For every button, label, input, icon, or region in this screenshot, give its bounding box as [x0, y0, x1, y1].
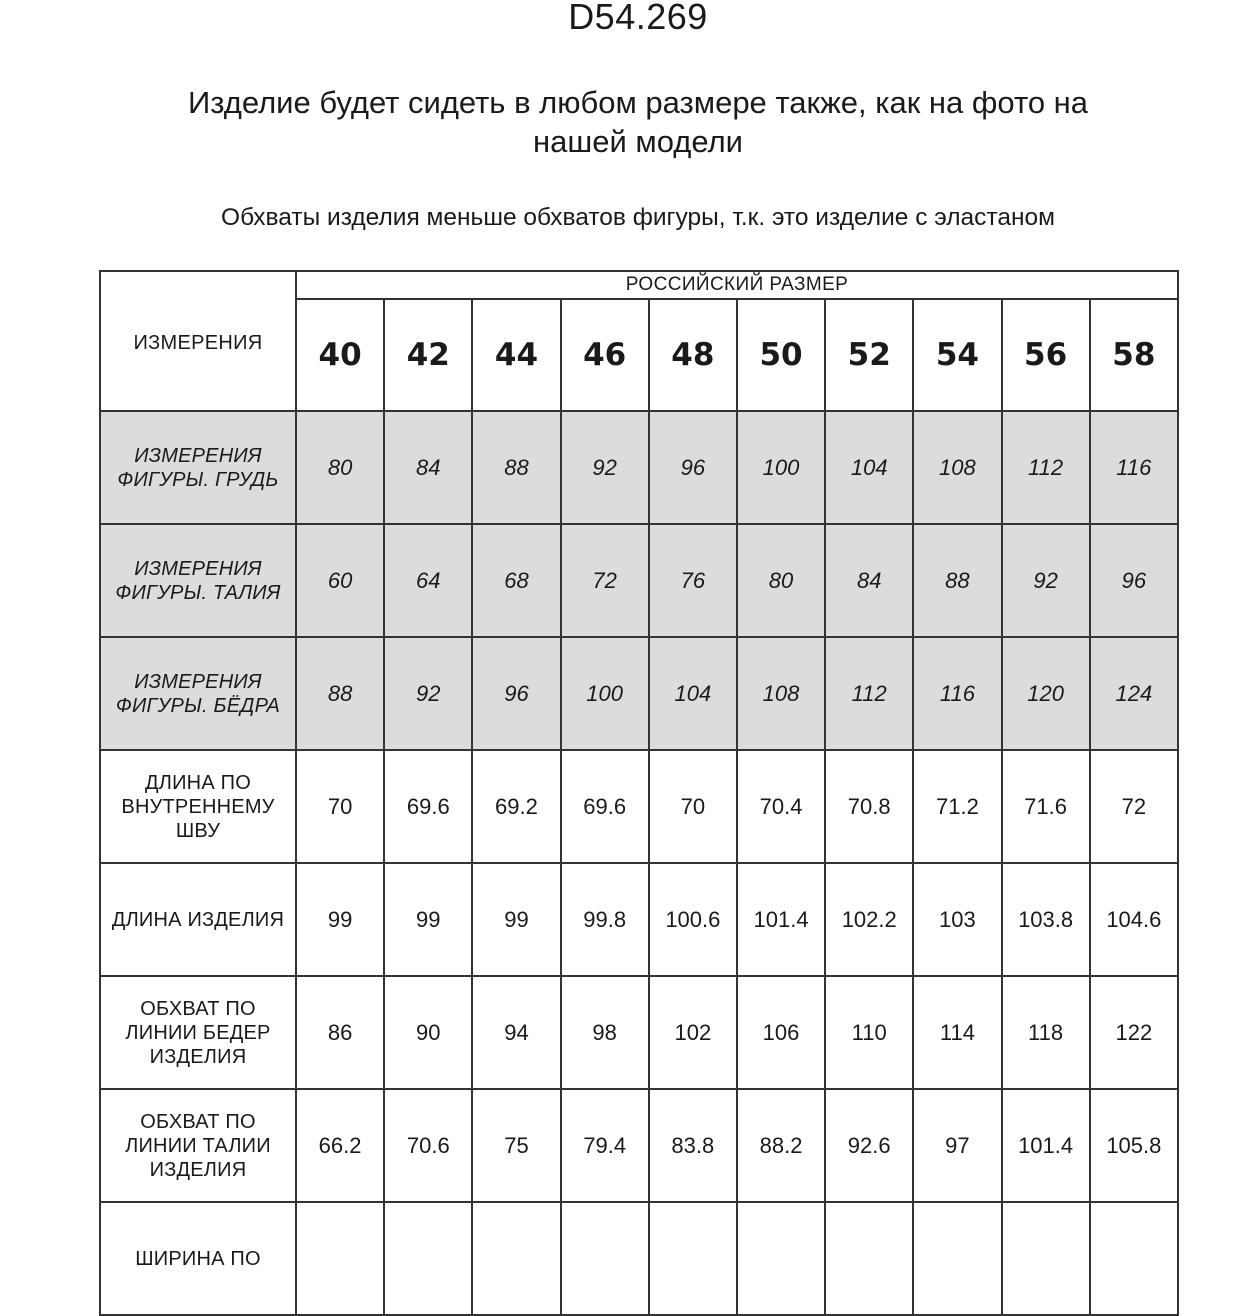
value-cell: 70.8 [825, 750, 913, 863]
value-cell: 96 [472, 637, 560, 750]
row-label-line: ФИГУРЫ. ТАЛИЯ [115, 581, 281, 604]
value-cell [384, 1202, 472, 1315]
value-cell: 94 [472, 976, 560, 1089]
value-cell: 122 [1090, 976, 1178, 1089]
size-header-cell: 48 [649, 299, 737, 411]
value-cell: 104 [649, 637, 737, 750]
row-label [100, 411, 296, 524]
value-cell [296, 1202, 384, 1315]
value-cell: 96 [1090, 524, 1178, 637]
value-cell: 99.8 [561, 863, 649, 976]
headline-line-2: нашей модели [533, 124, 743, 159]
value-cell: 69.6 [384, 750, 472, 863]
value-cell: 86 [296, 976, 384, 1089]
size-header-cell: 58 [1090, 299, 1178, 411]
value-cell [1002, 1202, 1090, 1315]
row-label-line: ФИГУРЫ. БЁДРА [115, 694, 281, 717]
value-cell [561, 1202, 649, 1315]
value-cell: 64 [384, 524, 472, 637]
value-cell: 84 [384, 411, 472, 524]
value-cell: 80 [737, 524, 825, 637]
measurements-header: ИЗМЕРЕНИЯ [100, 271, 296, 411]
article-code: D54.269 [568, 0, 708, 37]
value-cell: 84 [825, 524, 913, 637]
value-cell: 76 [649, 524, 737, 637]
value-cell: 104 [825, 411, 913, 524]
size-header-cell: 52 [825, 299, 913, 411]
row-label-line: ШВУ [175, 819, 221, 842]
row-label [100, 976, 296, 1089]
value-cell: 70.4 [737, 750, 825, 863]
row-label-line: ДЛИНА ПО [145, 771, 251, 794]
value-cell: 99 [296, 863, 384, 976]
value-cell: 102.2 [825, 863, 913, 976]
value-cell: 60 [296, 524, 384, 637]
value-cell: 104.6 [1090, 863, 1178, 976]
value-cell: 99 [472, 863, 560, 976]
row-label [100, 1202, 296, 1315]
value-cell: 69.6 [561, 750, 649, 863]
table-row [100, 637, 1178, 750]
value-cell: 70 [649, 750, 737, 863]
value-cell: 75 [472, 1089, 560, 1202]
row-label-line: ДЛИНА ИЗДЕЛИЯ [111, 908, 285, 931]
table-row [100, 750, 1178, 863]
value-cell: 110 [825, 976, 913, 1089]
value-cell: 90 [384, 976, 472, 1089]
value-cell: 96 [649, 411, 737, 524]
value-cell: 116 [1090, 411, 1178, 524]
row-label-line: ИЗДЕЛИЯ [149, 1158, 247, 1181]
value-cell [1090, 1202, 1178, 1315]
row-label-line: ФИГУРЫ. ГРУДЬ [117, 468, 279, 491]
row-label-line: ШИРИНА ПО [135, 1247, 261, 1270]
value-cell: 71.6 [1002, 750, 1090, 863]
value-cell: 88 [296, 637, 384, 750]
row-label [100, 524, 296, 637]
value-cell [913, 1202, 1001, 1315]
value-cell: 83.8 [649, 1089, 737, 1202]
table-body [100, 411, 1178, 1315]
size-header-cell: 50 [737, 299, 825, 411]
value-cell: 80 [296, 411, 384, 524]
row-label [100, 863, 296, 976]
value-cell [737, 1202, 825, 1315]
value-cell: 100.6 [649, 863, 737, 976]
size-header-cell: 56 [1002, 299, 1090, 411]
value-cell: 103 [913, 863, 1001, 976]
value-cell: 88 [913, 524, 1001, 637]
value-cell: 101.4 [737, 863, 825, 976]
value-cell: 92.6 [825, 1089, 913, 1202]
value-cell: 108 [913, 411, 1001, 524]
value-cell: 101.4 [1002, 1089, 1090, 1202]
value-cell: 106 [737, 976, 825, 1089]
value-cell: 71.2 [913, 750, 1001, 863]
value-cell: 97 [913, 1089, 1001, 1202]
row-label-line: ИЗДЕЛИЯ [149, 1045, 247, 1068]
value-cell: 72 [561, 524, 649, 637]
value-cell [825, 1202, 913, 1315]
headline-line-1: Изделие будет сидеть в любом размере также, как на фото на [187, 85, 1089, 120]
value-cell: 100 [737, 411, 825, 524]
value-cell: 70 [296, 750, 384, 863]
value-cell: 124 [1090, 637, 1178, 750]
value-cell: 92 [561, 411, 649, 524]
row-label-line: ИЗМЕРЕНИЯ [134, 557, 262, 580]
value-cell: 79.4 [561, 1089, 649, 1202]
table-row [100, 863, 1178, 976]
value-cell: 88.2 [737, 1089, 825, 1202]
elastane-note: Обхваты изделия меньше обхватов фигуры, т.к. это изделие с эластаном [221, 204, 1055, 231]
value-cell: 118 [1002, 976, 1090, 1089]
table-row [100, 411, 1178, 524]
value-cell [649, 1202, 737, 1315]
value-cell: 88 [472, 411, 560, 524]
value-cell: 72 [1090, 750, 1178, 863]
table-row [100, 976, 1178, 1089]
value-cell: 69.2 [472, 750, 560, 863]
value-cell: 92 [384, 637, 472, 750]
value-cell: 66.2 [296, 1089, 384, 1202]
table-row [100, 524, 1178, 637]
size-group-header-row [100, 271, 1178, 299]
row-label-line: ЛИНИИ БЕДЕР [125, 1021, 271, 1044]
headline [0, 83, 1248, 161]
row-label [100, 637, 296, 750]
size-header-cell: 42 [384, 299, 472, 411]
size-table [99, 270, 1179, 1316]
value-cell: 70.6 [384, 1089, 472, 1202]
value-cell: 98 [561, 976, 649, 1089]
row-label-line: ОБХВАТ ПО [140, 1110, 256, 1133]
value-cell: 112 [1002, 411, 1090, 524]
value-cell: 103.8 [1002, 863, 1090, 976]
value-cell: 116 [913, 637, 1001, 750]
value-cell: 114 [913, 976, 1001, 1089]
value-cell: 68 [472, 524, 560, 637]
value-cell [472, 1202, 560, 1315]
size-header-cell: 54 [913, 299, 1001, 411]
value-cell: 108 [737, 637, 825, 750]
row-label-line: ИЗМЕРЕНИЯ [134, 444, 262, 467]
row-label-line: ИЗМЕРЕНИЯ [134, 670, 262, 693]
size-header-cell: 44 [472, 299, 560, 411]
value-cell: 92 [1002, 524, 1090, 637]
value-cell: 99 [384, 863, 472, 976]
row-label-line: ЛИНИИ ТАЛИИ [125, 1134, 271, 1157]
size-header-cell: 46 [561, 299, 649, 411]
size-header-cell: 40 [296, 299, 384, 411]
row-label-line: ОБХВАТ ПО [140, 997, 256, 1020]
value-cell: 120 [1002, 637, 1090, 750]
russian-size-header: РОССИЙСКИЙ РАЗМЕР [296, 271, 1178, 299]
value-cell: 105.8 [1090, 1089, 1178, 1202]
table-row [100, 1089, 1178, 1202]
row-label [100, 750, 296, 863]
table-row [100, 1202, 1178, 1315]
row-label [100, 1089, 296, 1202]
value-cell: 102 [649, 976, 737, 1089]
value-cell: 112 [825, 637, 913, 750]
value-cell: 100 [561, 637, 649, 750]
row-label-line: ВНУТРЕННЕМУ [121, 795, 275, 818]
